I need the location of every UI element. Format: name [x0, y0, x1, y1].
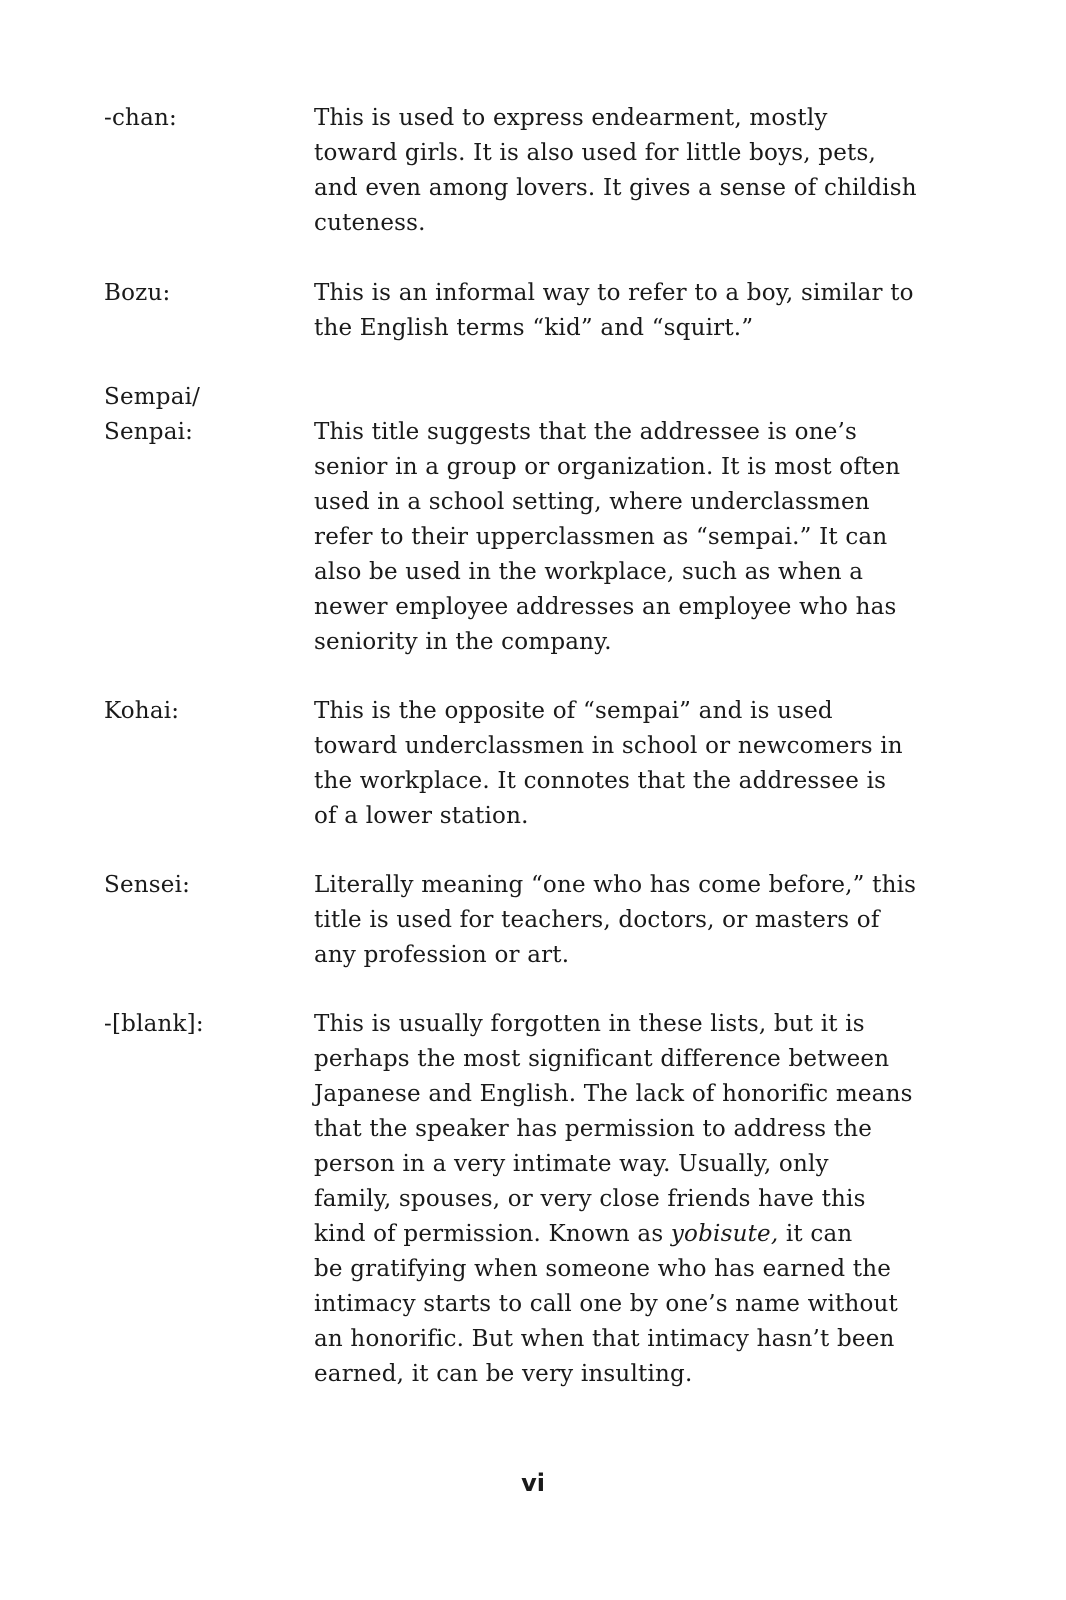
definition-line: refer to their upperclassmen as “sempai.” It can	[314, 524, 888, 550]
definition-line: earned, it can be very insulting.	[314, 1361, 693, 1387]
term-line: Kohai:	[104, 698, 180, 724]
definition-line: This is usually forgotten in these lists, but it is	[314, 1011, 865, 1037]
definition-line: senior in a group or organization. It is most often	[314, 454, 901, 480]
definition-sempai	[314, 415, 954, 660]
definition-chan	[314, 101, 954, 241]
definition-line: cuteness.	[314, 210, 426, 236]
definition-line: Literally meaning “one who has come before,” this	[314, 872, 917, 898]
definition-line: intimacy starts to call one by one’s name without	[314, 1291, 898, 1317]
term-line: Sempai/	[104, 384, 201, 410]
definition-kohai	[314, 694, 954, 834]
definition-line: Japanese and English. The lack of honorific means	[314, 1081, 913, 1107]
term-blank	[104, 1007, 294, 1042]
term-line: Senpai:	[104, 419, 194, 445]
page-number: vi	[521, 1469, 545, 1497]
term-chan	[104, 101, 294, 136]
term-line: -[blank]:	[104, 1011, 204, 1037]
definition-line: toward underclassmen in school or newcomers in	[314, 733, 903, 759]
definition-line-with-italic	[314, 1217, 954, 1252]
definition-sensei	[314, 868, 954, 973]
definition-line: used in a school setting, where underclassmen	[314, 489, 870, 515]
term-sensei	[104, 868, 294, 903]
definition-line: person in a very intimate way. Usually, only	[314, 1151, 829, 1177]
term-line: Sensei:	[104, 872, 191, 898]
definition-line: This is the opposite of “sempai” and is used	[314, 698, 833, 724]
definition-line: also be used in the workplace, such as when a	[314, 559, 864, 585]
definition-line: be gratifying when someone who has earned the	[314, 1256, 892, 1282]
definition-blank	[314, 1007, 954, 1392]
definition-line: newer employee addresses an employee who has	[314, 594, 897, 620]
definition-line: seniority in the company.	[314, 629, 612, 655]
definition-line: This title suggests that the addressee is one’s	[314, 419, 858, 445]
definition-line: and even among lovers. It gives a sense of childish	[314, 175, 917, 201]
definition-text: it can	[778, 1221, 853, 1247]
italic-term-yobisute: yobisute,	[670, 1221, 779, 1247]
definition-line: family, spouses, or very close friends have this	[314, 1186, 866, 1212]
definition-line: title is used for teachers, doctors, or masters of	[314, 907, 880, 933]
definition-line: that the speaker has permission to address the	[314, 1116, 873, 1142]
definition-line: perhaps the most significant difference between	[314, 1046, 890, 1072]
definition-line: an honorific. But when that intimacy hasn’t been	[314, 1326, 895, 1352]
definition-line: the workplace. It connotes that the addressee is	[314, 768, 887, 794]
term-bozu	[104, 276, 294, 311]
definition-line: of a lower station.	[314, 803, 529, 829]
definition-line: toward girls. It is also used for little boys, pets,	[314, 140, 876, 166]
term-kohai	[104, 694, 294, 729]
definition-line: the English terms “kid” and “squirt.”	[314, 315, 754, 341]
definition-line: This is used to express endearment, mostly	[314, 105, 828, 131]
definition-line: This is an informal way to refer to a boy, similar to	[314, 280, 914, 306]
definition-line: any profession or art.	[314, 942, 570, 968]
term-sempai	[104, 380, 294, 450]
definition-text: kind of permission. Known as	[314, 1221, 671, 1247]
definition-bozu	[314, 276, 954, 346]
term-line: -chan:	[104, 105, 177, 131]
term-line: Bozu:	[104, 280, 171, 306]
